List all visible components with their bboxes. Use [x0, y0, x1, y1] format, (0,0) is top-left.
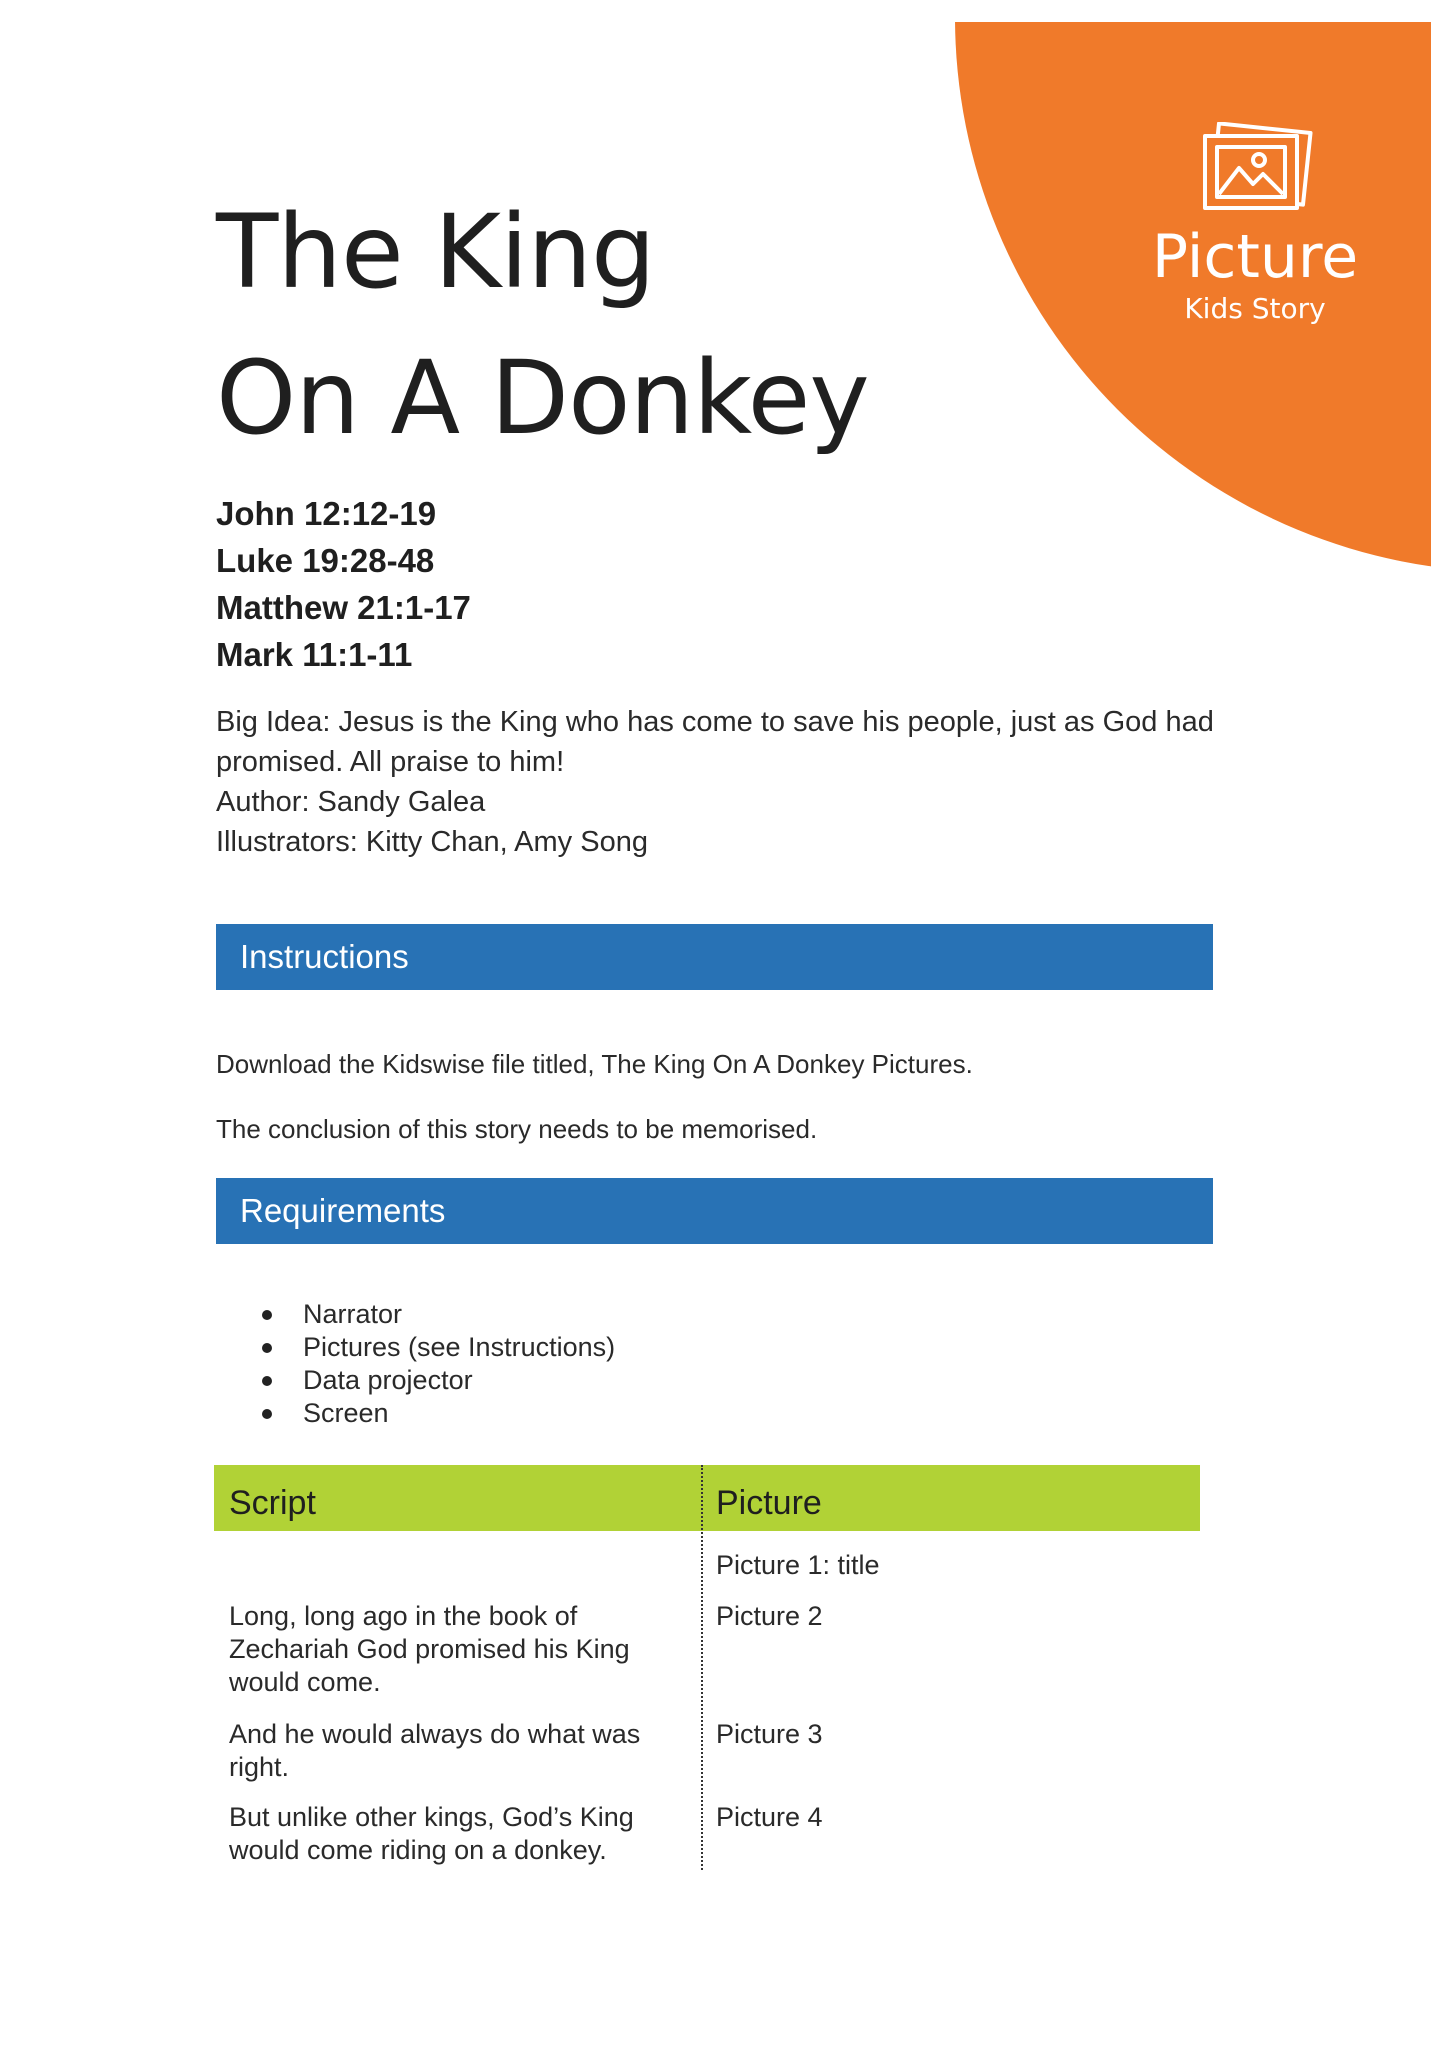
reference-item: Mark 11:1-11 — [216, 636, 413, 673]
column-header-picture: Picture — [716, 1484, 822, 1522]
script-cell: But unlike other kings, God’s King would come riding on a donkey. — [229, 1802, 634, 1865]
picture-cell: Picture 4 — [716, 1802, 823, 1832]
picture-cell: Picture 2 — [716, 1601, 823, 1631]
script-cell: Long, long ago in the book of Zechariah God promised his King would come. — [229, 1601, 630, 1697]
table-header — [214, 1465, 1200, 1531]
list-item: Pictures (see Instructions) — [216, 1331, 615, 1364]
picture-frame-icon — [1197, 122, 1315, 214]
reference-item: Matthew 21:1-17 — [216, 589, 471, 626]
column-divider — [701, 1465, 703, 1870]
story-meta — [216, 702, 1216, 862]
page-title — [216, 180, 869, 472]
list-item: Data projector — [216, 1364, 615, 1397]
requirements-list — [216, 1298, 615, 1430]
reference-item: Luke 19:28-48 — [216, 542, 435, 579]
badge-title: Picture — [1151, 222, 1359, 292]
big-idea: Big Idea: Jesus is the King who has come to save his people, just as God had promised. All praise to him! — [216, 706, 1214, 778]
picture-cell: Picture 3 — [716, 1719, 823, 1749]
script-cell: And he would always do what was right. — [229, 1719, 641, 1782]
column-header-script: Script — [229, 1484, 316, 1522]
instructions-paragraph: Download the Kidswise file titled, The King On A Donkey Pictures. — [216, 1049, 973, 1079]
instructions-heading: Instructions — [240, 938, 409, 975]
instructions-paragraph: The conclusion of this story needs to be memorised. — [216, 1114, 818, 1144]
script-table — [214, 1465, 1200, 1865]
page-title-line-1: The King — [216, 193, 655, 312]
author: Author: Sandy Galea — [216, 786, 486, 818]
list-item: Narrator — [216, 1298, 615, 1331]
requirements-heading: Requirements — [240, 1192, 446, 1229]
bible-references — [216, 490, 471, 678]
page-title-line-2: On A Donkey — [216, 339, 869, 458]
requirements-heading-bar — [216, 1178, 1213, 1244]
picture-cell: Picture 1: title — [716, 1550, 880, 1580]
badge-subtitle: Kids Story — [1184, 292, 1326, 325]
instructions-heading-bar — [216, 924, 1213, 990]
list-item: Screen — [216, 1397, 615, 1430]
reference-item: John 12:12-19 — [216, 495, 437, 532]
illustrators: Illustrators: Kitty Chan, Amy Song — [216, 826, 648, 858]
